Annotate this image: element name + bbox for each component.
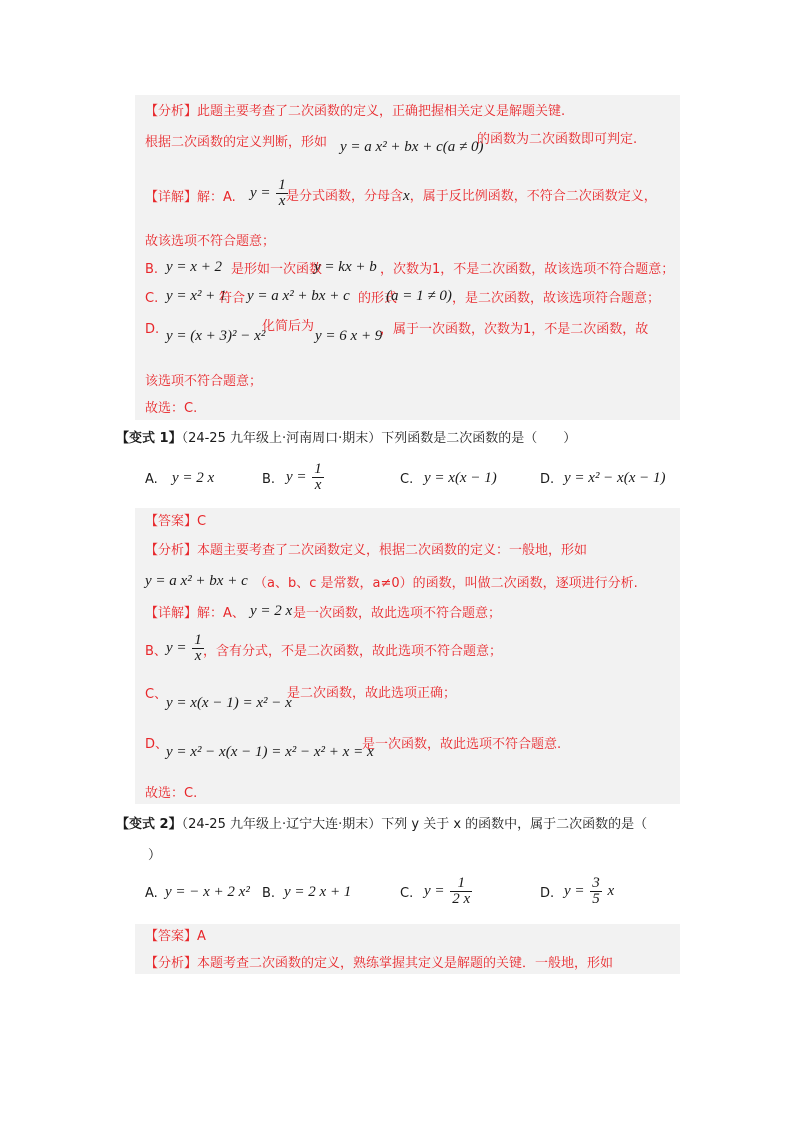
- variant2-opt-b: y = 2 x + 1: [284, 884, 352, 900]
- detail-b-mid: 是形如一次函数: [231, 262, 323, 277]
- detail2-d-text: 是一次函数，故此选项不符合题意.: [362, 737, 562, 752]
- detail2-b-text: ，含有分式，不是二次函数，故此选项不符合题意；: [203, 644, 503, 659]
- def-text: （a、b、c 是常数，a≠0）的函数，叫做二次函数，逐项进行分析.: [254, 576, 638, 591]
- detail-a: 【详解】解：A.: [145, 190, 236, 205]
- variant2-opt-c-label: C.: [400, 886, 414, 901]
- formula-1-over-x: y = $\frac{1}{x}$: [250, 177, 286, 209]
- detail2-b-label: B、: [145, 644, 167, 659]
- detail2-c-text: 是二次函数，故此选项正确；: [287, 686, 457, 701]
- choose-text: 故选：C.: [145, 401, 198, 416]
- variant2-title-line2: ）: [148, 848, 162, 863]
- variant1-opt-a-label: A.: [145, 472, 158, 487]
- variant2-opt-a: y = − x + 2 x²: [165, 884, 250, 900]
- variant1-opt-d-label: D.: [540, 472, 555, 487]
- detail2-a: 【详解】解：A、: [145, 606, 245, 621]
- variant1-opt-c: y = x(x − 1): [424, 470, 497, 486]
- analysis-line-2-end: 的函数为二次函数即可判定.: [477, 132, 638, 147]
- variant2-opt-d: y = $\frac{3}{5}$ x: [564, 875, 615, 907]
- analysis-text-2: 【分析】本题主要考查了二次函数定义，根据二次函数的定义：一般地，形如: [145, 543, 588, 558]
- variant1-title: 【变式 1】（24-25 九年级上·河南周口·期末）下列函数是二次函数的是（ ）: [116, 431, 577, 446]
- formula-b2: y = kx + b: [314, 259, 377, 275]
- detail-d-text: ，属于一次函数，次数为1，不是二次函数，故: [380, 322, 649, 337]
- answer-c: 【答案】C: [145, 514, 207, 529]
- analysis-text-3: 【分析】本题考查二次函数的定义，熟练掌握其定义是解题的关键．一般地，形如: [145, 956, 614, 971]
- variant1-opt-c-label: C.: [400, 472, 414, 487]
- formula-d: y = (x + 3)² − x²: [166, 328, 266, 344]
- detail-d-label: D.: [145, 322, 160, 337]
- analysis-line-2: 根据二次函数的定义判断，形如: [145, 135, 328, 150]
- variant1-opt-b: y = $\frac{1}{x}$: [286, 461, 322, 493]
- detail2-b-formula: y = $\frac{1}{x}$: [166, 632, 202, 664]
- formula-c: y = x² + 1: [166, 288, 227, 304]
- choose-text-2: 故选：C.: [145, 786, 198, 801]
- detail-c-mid: 符合: [219, 291, 246, 306]
- detail-c-text: ，是二次函数，故该选项符合题意；: [452, 291, 661, 306]
- variant1-opt-d: y = x² − x(x − 1): [564, 470, 666, 486]
- detail2-c-formula: y = x(x − 1) = x² − x: [166, 695, 292, 711]
- detail2-c-label: C、: [145, 687, 168, 702]
- formula-b: y = x + 2: [166, 259, 223, 275]
- answer-a: 【答案】A: [145, 929, 206, 944]
- variant2-title: 【变式 2】（24-25 九年级上·辽宁大连·期末）下列 y 关于 x 的函数中，属于二次函数的是（: [116, 817, 648, 832]
- formula-c2: y = a x² + bx + c: [247, 288, 350, 304]
- variant1-opt-b-label: B.: [262, 472, 276, 487]
- analysis-text: 【分析】此题主要考查了二次函数的定义，正确把握相关定义是解题关键.: [145, 104, 566, 119]
- formula-quadratic: y = a x² + bx + c(a ≠ 0): [340, 139, 484, 155]
- detail-a-line2: 故该选项不符合题意；: [145, 234, 276, 249]
- detail-b-text: ，次数为1，不是二次函数，故该选项不符合题意；: [380, 262, 675, 277]
- formula-c3: (a = 1 ≠ 0): [386, 288, 452, 304]
- variant2-opt-d-label: D.: [540, 886, 555, 901]
- variant1-opt-a: y = 2 x: [172, 470, 215, 486]
- detail2-a-text: 是一次函数，故此选项不符合题意；: [293, 606, 502, 621]
- detail2-a-formula: y = 2 x: [250, 603, 293, 619]
- detail-c-label: C.: [145, 291, 159, 306]
- detail-a-text: 是分式函数，分母含x，属于反比例函数，不符合二次函数定义，: [286, 188, 657, 204]
- variant2-opt-b-label: B.: [262, 886, 276, 901]
- detail2-d-formula: y = x² − x(x − 1) = x² − x² + x = x: [166, 744, 374, 760]
- detail-d-line2: 该选项不符合题意；: [145, 374, 263, 389]
- variant2-opt-a-label: A.: [145, 886, 158, 901]
- formula-d2: y = 6 x + 9: [315, 328, 383, 344]
- detail-d-mid: 化简后为: [262, 319, 315, 334]
- def-formula: y = a x² + bx + c: [145, 573, 248, 589]
- detail2-d-label: D、: [145, 737, 169, 752]
- detail-b-label: B.: [145, 262, 159, 277]
- variant2-opt-c: y = $\frac{1}{2 x}$: [424, 875, 471, 907]
- detail-c-mid2: 的形式: [358, 291, 398, 306]
